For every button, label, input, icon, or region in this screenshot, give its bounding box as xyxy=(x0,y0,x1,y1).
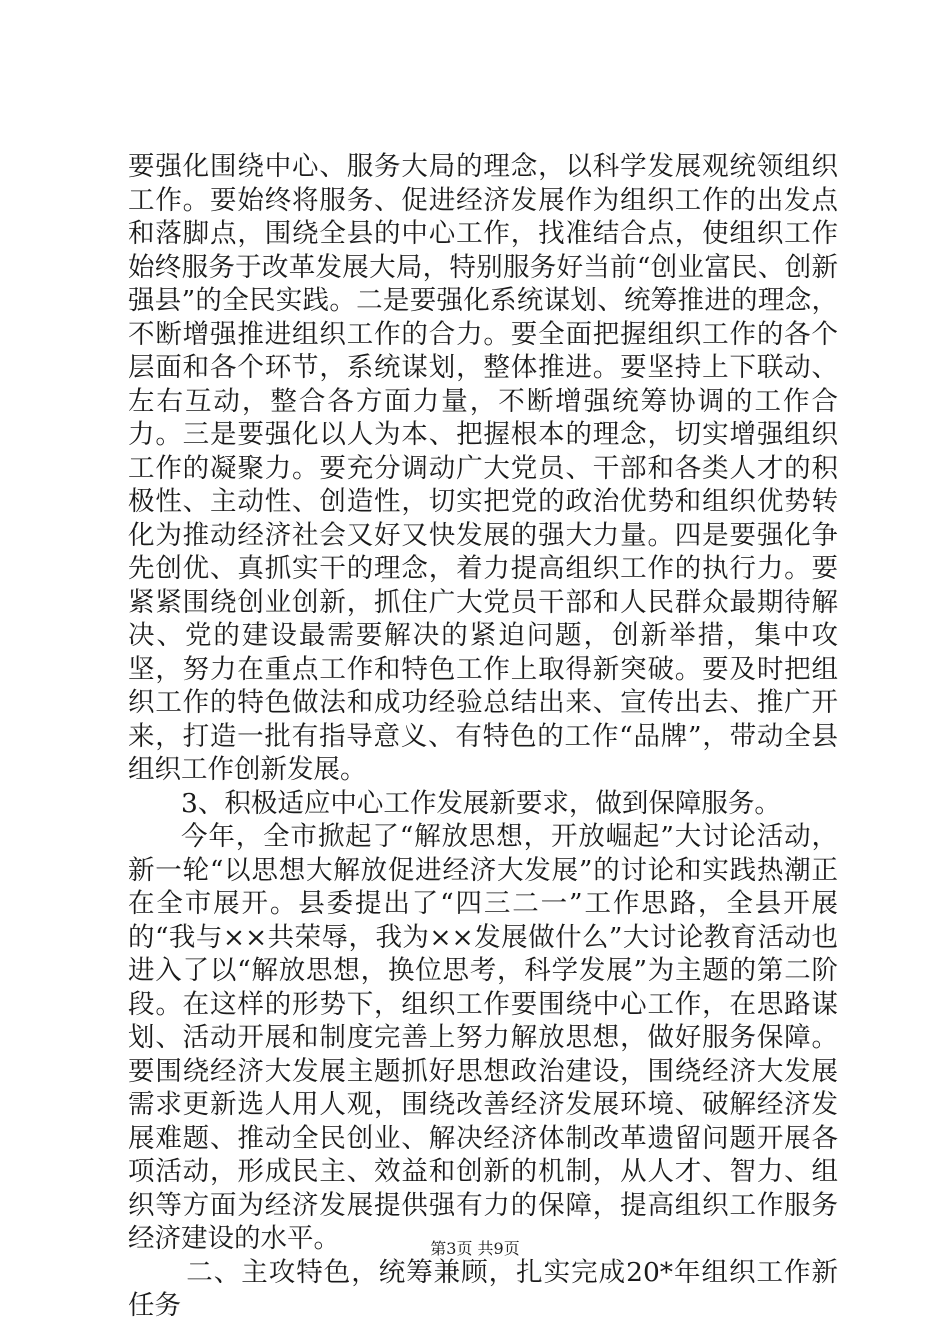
section-heading-2: 二、主攻特色，统筹兼顾，扎实完成20*年组织工作新任务 xyxy=(128,1256,838,1321)
document-body xyxy=(128,150,838,1323)
paragraph-principles: 要强化围绕中心、服务大局的理念，以科学发展观统领组织工作。要始终将服务、促进经济发展作为组织工作的出发点和落脚点，围绕全县的中心工作，找准结合点，使组织工作始终服务于改革发展大局，特别服务好当前“创业富民、创新强县”的全民实践。二是要强化系统谋划、统筹推进的理念，不断增强推进组织工作的合力。要全面把握组织工作的各个层面和各个环节，系统谋划，整体推进。要坚持上下联动、左右互动，整合各方面力量，不断增强统筹协调的工作合力。三是要强化以人为本、把握根本的理念，切实增强组织工作的凝聚力。要充分调动广大党员、干部和各类人才的积极性、主动性、创造性，切实把党的政治优势和组织优势转化为推动经济社会又好又快发展的强大力量。四是要强化争先创优、真抓实干的理念，着力提高组织工作的执行力。要紧紧围绕创业创新，抓住广大党员干部和人民群众最期待解决、党的建设最需要解决的紧迫问题，创新举措，集中攻坚，努力在重点工作和特色工作上取得新突破。要及时把组织工作的特色做法和成功经验总结出来、宣传出去、推广开来，打造一批有指导意义、有特色的工作“品牌”，带动全县组织工作创新发展。 xyxy=(128,151,838,785)
paragraph-this-year: 今年，全市掀起了“解放思想，开放崛起”大讨论活动，新一轮“以思想大解放促进经济大发展”的讨论和实践热潮正在全市展开。县委提出了“四三二一”工作思路，全县开展的“我与××共荣辱，我为××发展做什么”大讨论教育活动也进入了以“解放思想，换位思考，科学发展”为主题的第二阶段。在这样的形势下，组织工作要围绕中心工作，在思路谋划、活动开展和制度完善上努力解放思想，做好服务保障。要围绕经济大发展主题抓好思想政治建设，围绕经济大发展需求更新选人用人观，围绕改善经济发展环境、破解经济发展难题、推动全民创业、解决经济体制改革遗留问题开展各项活动，形成民主、效益和创新的机制，从人才、智力、组织等方面为经济发展提供强有力的保障，提高组织工作服务经济建设的水平。 xyxy=(128,821,838,1254)
page-number-footer: 第3页 共9页 xyxy=(430,1239,520,1258)
paragraph-subheading-3: 3、积极适应中心工作发展新要求，做到保障服务。 xyxy=(181,787,781,819)
